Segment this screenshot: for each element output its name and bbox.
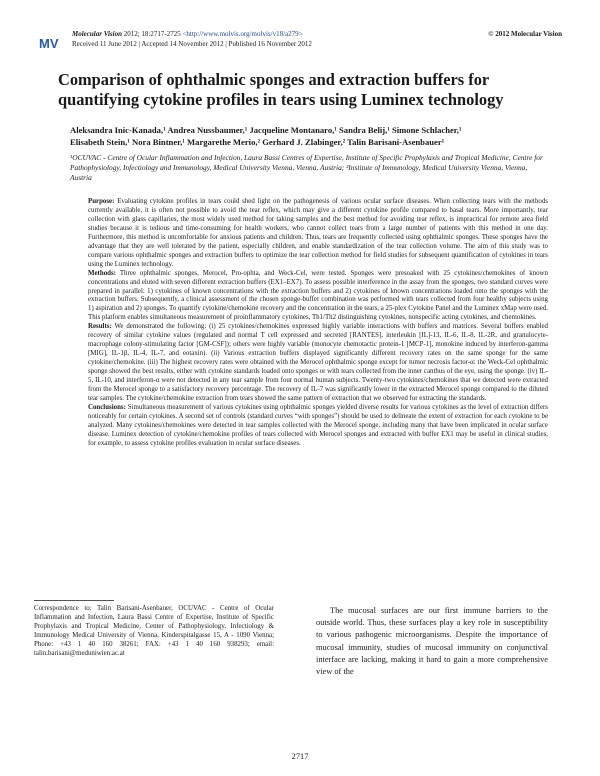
journal-name: Molecular Vision	[72, 30, 122, 38]
purpose-label: Purpose:	[88, 198, 115, 205]
journal-citation-line	[72, 30, 303, 38]
abstract-conclusions	[88, 404, 548, 449]
methods-label: Methods:	[88, 269, 116, 277]
article-title: Comparison of ophthalmic sponges and extraction buffers for quantifying cytokine profiles in tears using Luminex technology	[58, 70, 504, 109]
journal-citation: 2012; 18:2717-2725	[123, 30, 181, 38]
journal-header	[38, 26, 562, 54]
introduction-paragraph: The mucosal surfaces are our first immune barriers to the outside world. Thus, these surfaces play a key role in susceptibility to various pathogenic microorganisms. Despite the importance of mucosal immunity, studies of mucosal immunity on conjunctival interface are lacking, making it hard to gain a more comprehensive view of the	[316, 606, 548, 677]
page-number: 2717	[291, 752, 309, 761]
author-line-1: Aleksandra Inic-Kanada,¹ Andrea Nussbaumer,¹ Jacqueline Montanaro,¹ Sandra Belij,¹ Simone Schlacher,¹	[70, 125, 462, 135]
article-url-link[interactable]: <http://www.molvis.org/molvis/v18/a279>	[182, 30, 303, 38]
abstract-results	[88, 323, 548, 404]
journal-logo-text: MV	[39, 36, 59, 51]
purpose-text: Evaluating cytokine profiles in tears could shed light on the pathogenesis of various ocular surface diseases. When collecting tears with the methods currently available, it is often not possible to avoid the tear reflex, which may give a different cytokine profile compared to basal tears. More importantly, tear collection with glass capillaries, the most widely used method for taking samples and the best method for avoiding tear reflex, is impractical for remote area field studies because it is tedious and time-consuming for health workers, who cannot collect tears from a large number of patients with this method in one day. Furthermore, this method is uncomfortable for anxious patients and children. Thus, tears are frequently collected using ophthalmic sponges. These sponges have the advantage that they are well tolerated by the patient, especially children, and enable standardization of the tear collection volume. The aim of this study was to compare various ophthalmic sponges and extraction buffers to optimize the tear collection method for field studies for subsequent quantification of cytokines in tears using the Luminex technology.	[88, 198, 548, 268]
results-label: Results:	[88, 323, 112, 331]
abstract-methods	[88, 270, 548, 324]
affiliation-2: ²Institute of Immunology, Medical University Vienna, Vienna, Austria	[70, 163, 528, 182]
author-list	[70, 124, 548, 148]
abstract-purpose	[88, 198, 548, 270]
copyright-notice: © 2012 Molecular Vision	[488, 30, 562, 38]
methods-text: Three ophthalmic sponges, Merocel, Pro-ophta, and Weck-Cel, were tested. Sponges were presoaked with 25 cytokines/chemokines of known concentrations and eluted with seven different extraction buffers (EX1–EX7). To assess possible interference in the assay from the sponges, two standard curves were prepared in parallel: 1) cytokines of known concentrations with the extraction buffers and 2) cytokines of known concentrations loaded onto the sponges with the extraction buffers. Subsequently, a clinical assessment of the chosen sponge-buffer combination was performed with tears collected from four healthy subjects using 1) aspiration and 2) sponges. To quantify cytokine/chemokine recovery and the concentration in the tears, a 25-plex Cytokine Panel and the Luminex xMap were used. This platform enables simultaneous measurement of proinflammatory cytokines, Th1/Th2 distinguishing cytokines, nonspecific acting cytokines, and chemokines.	[88, 269, 548, 322]
journal-logo	[38, 34, 66, 52]
author-line-2: Elisabeth Stein,¹ Nora Bintner,¹ Margarethe Merio,² Gerhard J. Zlabinger,² Talin Barisani-Asenbauer¹	[70, 137, 445, 147]
results-text: We demonstrated the following: (i) 25 cytokines/chemokines expressed highly variable interactions with buffers and matrices. Several buffers enabled recovery of similar cytokine values (regulated and normal T cell expressed and secreted [RANTES], interleukin [IL]-13, IL-6, IL-8, IL-2R, and granulocyte-macrophage colony-stimulating factor [GM-CSF]); others were highly variable (monocyte chemotactic protein-1 [MCP-1], monokine induced by interferon-gamma [MIG], IL-1β, IL-4, IL-7, and eotaxin). (ii) Various extraction buffers displayed significantly different recovery rates on the same sponge for the same cytokine/chemokine. (iii) The highest recovery rates were obtained with the Merocel ophthalmic sponge except for tumor necrosis factor-α: the Weck-Cel ophthalmic sponge showed the best results, either with cytokine standards loaded onto sponges or with tears collected from the inner canthus of the eye, using the sponge. (iv) IL-5, IL-10, and interferon-α were not detected in any tear sample from four normal human subjects. Twenty-two cytokines/chemokines that we detected were extracted from the Merocel sponge to a satisfactory recovery percentage. The recovery of IL-7 was significantly lower in the extracted Merocel sponge compared to the diluted tear samples. The cytokine/chemokine extraction from tears showed the same pattern of extraction that we observed for extracting the standards.	[88, 323, 548, 402]
abstract	[88, 198, 548, 449]
affiliation-1: ¹OCUVAC - Centre of Ocular Inflammation and Infection, Laura Bassi Centres of Expertise, Institute of Specific Prophylaxis and Tropical Medicine, Centre for Pathophysiology, Infectiology and Immunology, Medical University Vienna, Vienna, Austria;	[70, 153, 543, 172]
affiliations	[70, 153, 548, 183]
footnote-divider	[34, 600, 114, 601]
conclusions-text: Simultaneous measurement of various cytokines using ophthalmic sponges yielded diverse results for various cytokines as the level of extraction differs noticeably for certain cytokines. A second set of controls (standard curves “with sponges”) should be used to delineate the extent of extraction for each cytokine to be analyzed. Many cytokines/chemokines were detected in tear samples collected with the Merocel sponge, including many that have been implicated in ocular surface disease. Luminex detection of cytokine/chemokine profiles of tears collected with Merocel sponges and extracted with buffer EX1 may be useful in clinical studies, for example, to assess cytokine profiles evaluation in ocular surface diseases.	[88, 403, 548, 447]
conclusions-label: Conclusions:	[88, 403, 126, 411]
correspondence-footnote: Correspondence to: Talin Barisani-Asenbauer, OCUVAC - Centre of Ocular Inflammation and Infection, Laura Bassi Centre of Expertise, Institute of Specific Prophylaxis and Tropical Medicine, Center of Pathophysiology, Infectiology & Immunology Medical University of Vienna, Kinderspitalgasse 15, A - 1090 Vienna; Phone: +43 1 40 160 38261; FAX: +43 1 40 160 938293; email: talin.barisani@meduniwien.ac.at	[34, 605, 274, 657]
publication-dates: Received 11 June 2012 | Accepted 14 November 2012 | Published 16 November 2012	[72, 40, 312, 48]
